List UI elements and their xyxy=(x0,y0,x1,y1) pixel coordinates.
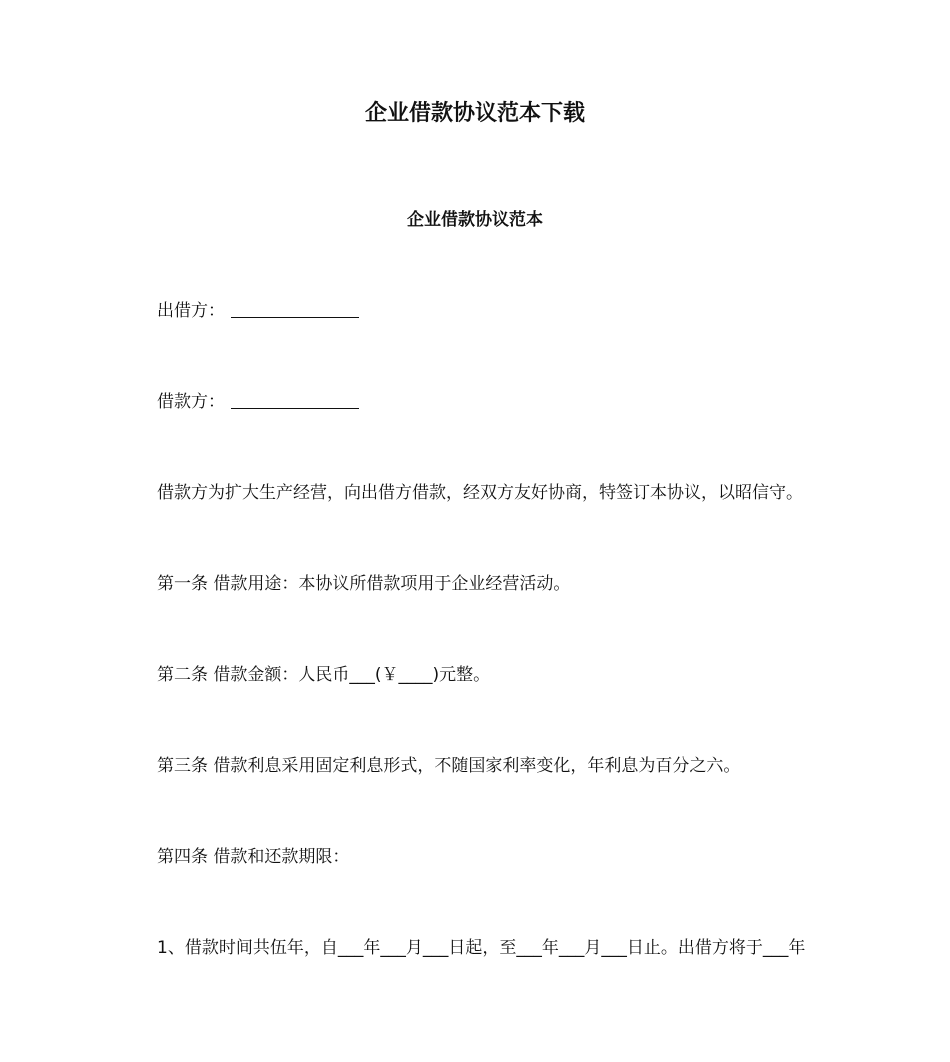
article-1: 第一条 借款用途：本协议所借款项用于企业经营活动。 xyxy=(157,574,571,594)
clause-4-1: 1、借款时间共伍年，自___年___月___日起，至___年___月___日止。出借方将于___年 xyxy=(157,938,806,958)
borrower-line xyxy=(157,389,359,415)
document-subtitle: 企业借款协议范本 xyxy=(407,210,543,230)
borrower-label: 借款方： xyxy=(157,392,225,412)
lender-label: 出借方： xyxy=(157,301,225,321)
article-3: 第三条 借款利息采用固定利息形式，不随国家利率变化，年利息为百分之六。 xyxy=(157,756,741,776)
article-2: 第二条 借款金额：人民币___(￥____)元整。 xyxy=(157,665,491,685)
lender-blank xyxy=(231,301,359,318)
article-4: 第四条 借款和还款期限： xyxy=(157,847,350,867)
borrower-blank xyxy=(231,392,359,409)
preamble-paragraph: 借款方为扩大生产经营，向出借方借款，经双方友好协商，特签订本协议，以昭信守。 xyxy=(157,483,803,503)
lender-line xyxy=(157,298,359,324)
document-title: 企业借款协议范本下载 xyxy=(364,101,585,126)
